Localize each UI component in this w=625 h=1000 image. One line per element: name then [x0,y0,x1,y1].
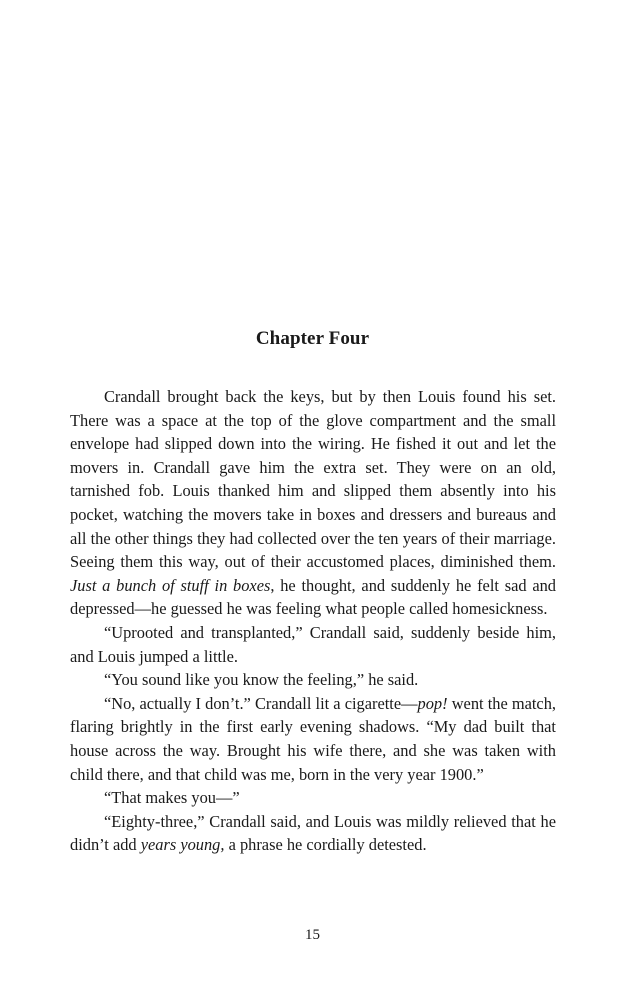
text-run: “Eighty-three,” Crandall said, and Louis was mildly relieved that he didn’t add [70,811,556,855]
paragraph [70,668,556,692]
text-run: a phrase he cordially detested. [224,835,427,855]
text-run: Crandall brought back the keys, but by then Louis found his set. There was a space at the top of the glove compartment and the small envelope had slipped down into the wiring. He fished it out and let the movers in. Crandall gave him the extra set. They were on an old, tarnished fob. Louis thanked him and slipped them absently into his pocket, watching the movers take in boxes and dressers and bureaus and all the other things they had collected over the ten years of their marriage. Seeing them this way, out of their accustomed places, diminished them. [70,387,556,572]
paragraph [70,786,556,810]
paragraph [70,621,556,668]
italic-text: pop! [417,693,448,713]
text-run: “That makes you—” [104,788,240,808]
chapter-body [70,385,556,857]
paragraph [70,692,556,786]
text-run: , he thought, and suddenly he felt sad and depressed—he guessed he was feeling what people called homesickness. [70,575,556,619]
paragraph [70,810,556,857]
chapter-title: Chapter Four [255,328,370,349]
paragraph [70,385,556,621]
text-run: “You sound like you know the feeling,” he said. [104,670,419,690]
italic-text: Just a bunch of stuff in boxes [70,575,271,595]
italic-text: years young, [140,835,225,855]
page-number: 15 [305,927,320,943]
text-run: “Uprooted and transplanted,” Crandall said, suddenly beside him, and Louis jumped a little. [70,622,556,666]
text-run: went the match, flaring brightly in the first early evening shadows. “My dad built that house across the way. Brought his wife there, and she was taken with child there, and that child was me, born in the very year 1900.” [70,693,557,784]
text-run: “No, actually I don’t.” Crandall lit a cigarette— [104,693,418,713]
